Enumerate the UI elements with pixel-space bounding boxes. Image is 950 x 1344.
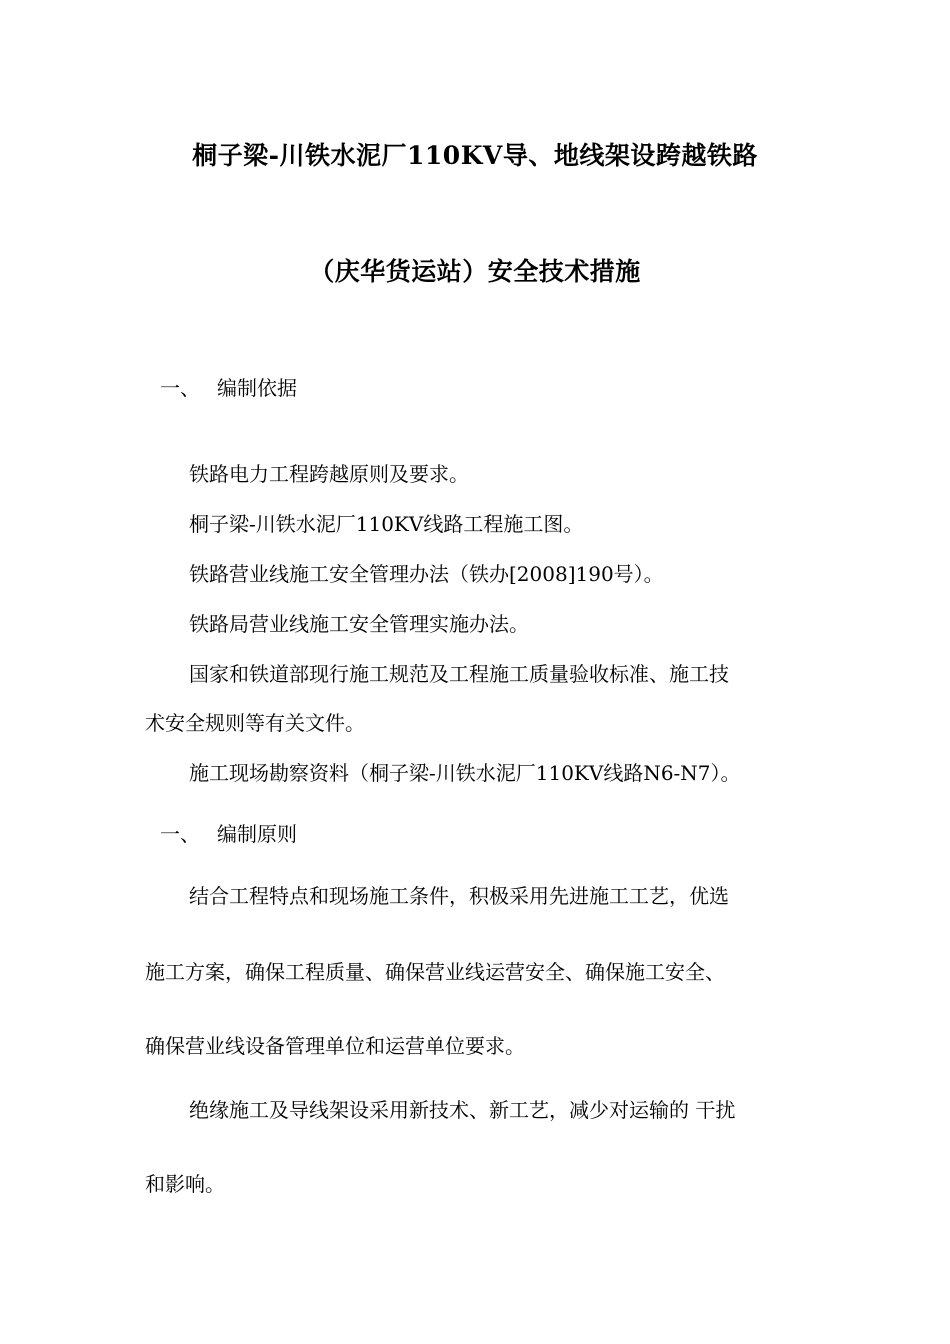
section-heading-text: 编制原则: [217, 822, 297, 846]
paragraph: 铁路营业线施工安全管理办法（铁办[2008]190号）。: [189, 562, 664, 586]
paragraph-continuation: 和影响。: [145, 1172, 225, 1196]
section-number: 一、: [160, 376, 200, 400]
paragraph: 桐子梁-川铁水泥厂110KV线路工程施工图。: [189, 512, 584, 536]
paragraph: 绝缘施工及导线架设采用新技术、新工艺，减少对运输的 干扰: [189, 1098, 736, 1122]
paragraph: 铁路局营业线施工安全管理实施办法。: [189, 612, 529, 636]
section-heading-principles: [160, 818, 297, 847]
document-title-line-2: （庆华货运站）安全技术措施: [309, 257, 641, 286]
paragraph-continuation: 术安全规则等有关文件。: [145, 711, 365, 735]
section-heading-basis: [160, 372, 297, 401]
document-title-line-1: 桐子梁-川铁水泥厂110KV导、地线架设跨越铁路: [192, 141, 758, 170]
paragraph: 结合工程特点和现场施工条件，积极采用先进施工工艺，优选: [189, 884, 729, 908]
paragraph: 铁路电力工程跨越原则及要求。: [189, 462, 469, 486]
paragraph-continuation: 施工方案，确保工程质量、确保营业线运营安全、确保施工安全、: [145, 960, 725, 984]
paragraph-continuation: 确保营业线设备管理单位和运营单位要求。: [145, 1034, 525, 1058]
section-number: 一、: [160, 822, 200, 846]
section-heading-text: 编制依据: [217, 376, 297, 400]
paragraph: 施工现场勘察资料（桐子梁-川铁水泥厂110KV线路N6-N7）。: [189, 761, 741, 785]
paragraph: 国家和铁道部现行施工规范及工程施工质量验收标准、施工技: [189, 662, 729, 686]
